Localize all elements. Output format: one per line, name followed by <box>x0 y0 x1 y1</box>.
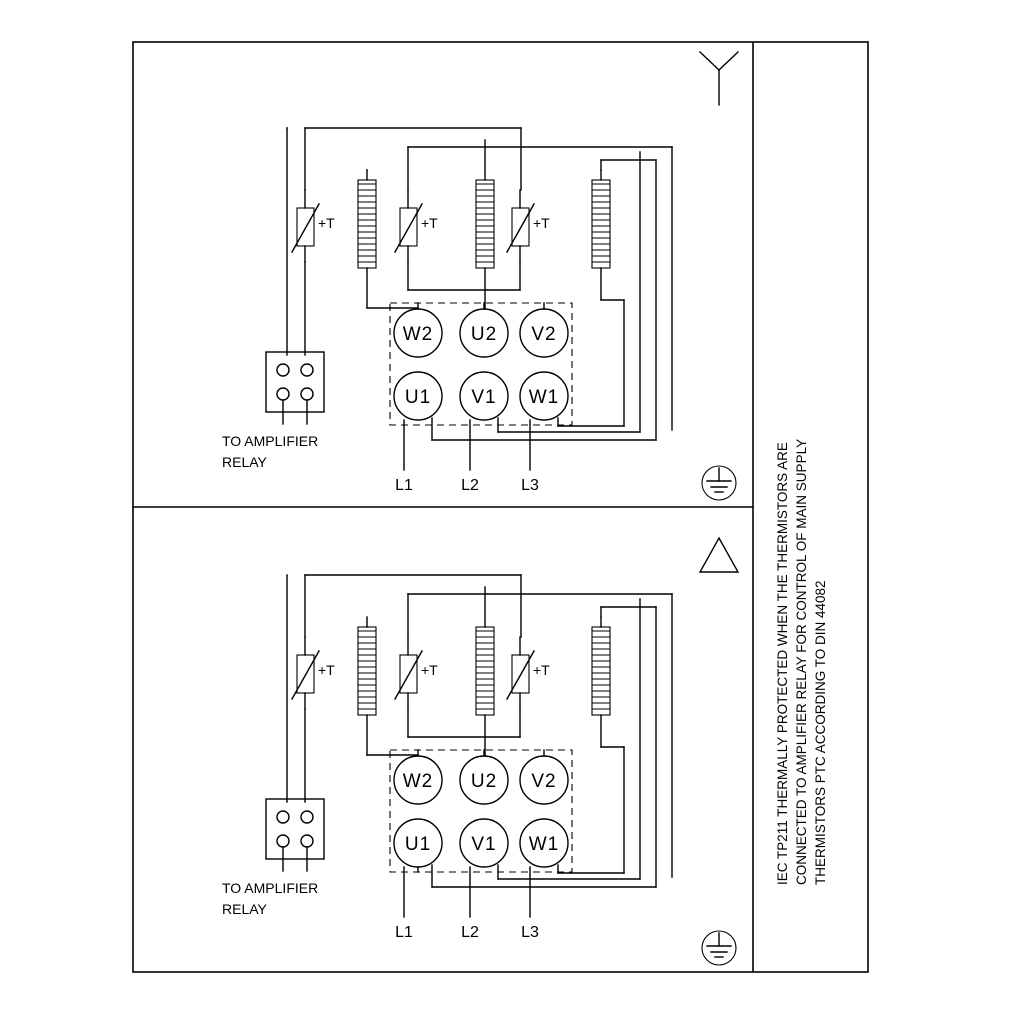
motor-winding-coil-1-star <box>358 170 376 308</box>
amplifier-label-line1-star: TO AMPLIFIER <box>222 433 319 449</box>
thermistor-label-1-star: +T <box>318 215 335 231</box>
motor-winding-coil-1-delta <box>358 617 376 755</box>
phase-label-l1-delta: L1 <box>395 924 413 941</box>
amplifier-label-line2-star: RELAY <box>222 454 267 470</box>
thermistor-3-delta <box>507 637 550 709</box>
terminals-top-star <box>394 309 568 357</box>
thermistor-2-star <box>395 190 438 262</box>
terminals-top-delta <box>394 756 568 804</box>
phase-label-l2-delta: L2 <box>461 924 479 941</box>
thermistor-1-delta <box>292 637 335 709</box>
side-note-block <box>775 439 828 885</box>
thermistor-label-3-delta: +T <box>533 662 550 678</box>
terminal-label-v2-star: V2 <box>531 324 557 345</box>
terminal-label-w1-delta: W1 <box>528 834 560 855</box>
thermistor-3-star <box>507 190 550 262</box>
motor-winding-coil-2-delta <box>476 587 494 755</box>
phase-label-l2-star: L2 <box>461 477 479 494</box>
thermistor-1-star <box>292 190 335 262</box>
phase-label-l3-delta: L3 <box>521 924 539 941</box>
earth-ground-icon-delta <box>702 931 736 965</box>
amplifier-label-line2-delta: RELAY <box>222 901 267 917</box>
terminal-label-v1-star: V1 <box>471 387 497 408</box>
amplifier-label-line1-delta: TO AMPLIFIER <box>222 880 319 896</box>
terminal-label-v2-delta: V2 <box>531 771 557 792</box>
terminal-label-v1-delta: V1 <box>471 834 497 855</box>
side-note-line3: THERMISTORS PTC ACCORDING TO DIN 44082 <box>813 580 828 885</box>
thermistor-label-2-delta: +T <box>421 662 438 678</box>
phase-label-l1-star: L1 <box>395 477 413 494</box>
motor-winding-coil-3-delta <box>592 617 610 747</box>
phase-label-l3-star: L3 <box>521 477 539 494</box>
terminal-label-u2-star: U2 <box>470 324 498 345</box>
star-panel-group <box>222 52 738 500</box>
terminals-bottom-star <box>394 372 568 420</box>
terminals-bottom-delta <box>394 819 568 867</box>
terminal-label-u1-star: U1 <box>404 387 432 408</box>
side-note-line2: CONNECTED TO AMPLIFIER RELAY FOR CONTROL OF MAIN SUPPLY <box>794 438 809 885</box>
terminal-label-w1-star: W1 <box>528 387 560 408</box>
earth-ground-icon-star <box>702 466 736 500</box>
terminal-block-delta <box>266 799 324 871</box>
side-note-line1: IEC TP211 THERMALLY PROTECTED WHEN THE THERMISTORS ARE <box>775 442 790 885</box>
star-bridge-wiring <box>418 303 544 309</box>
thermistor-label-3-star: +T <box>533 215 550 231</box>
thermistor-label-1-delta: +T <box>318 662 335 678</box>
delta-symbol-icon <box>700 538 738 572</box>
terminal-block-star <box>266 352 324 424</box>
terminal-label-u2-delta: U2 <box>470 771 498 792</box>
terminal-label-w2-star: W2 <box>402 324 434 345</box>
motor-winding-coil-3-star <box>592 170 610 300</box>
terminal-label-w2-delta: W2 <box>402 771 434 792</box>
thermistor-2-delta <box>395 637 438 709</box>
delta-panel-group <box>222 538 738 965</box>
wye-symbol-icon <box>700 52 738 105</box>
motor-winding-coil-2-star <box>476 140 494 308</box>
thermistor-label-2-star: +T <box>421 215 438 231</box>
terminal-label-u1-delta: U1 <box>404 834 432 855</box>
